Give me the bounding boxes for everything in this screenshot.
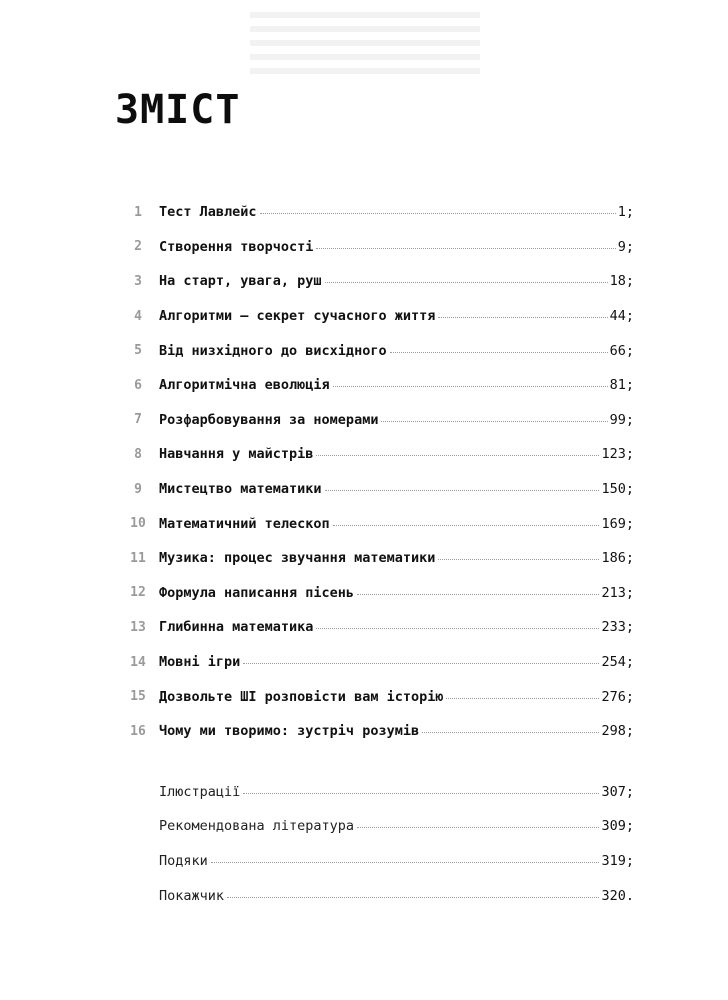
toc-entry <box>118 714 634 749</box>
entry-line <box>159 377 634 393</box>
dot-leader <box>422 732 599 733</box>
page-number: 18; <box>609 273 634 290</box>
page-number: 298; <box>601 723 634 740</box>
page-number: 276; <box>601 688 634 705</box>
back-matter-item <box>118 775 634 810</box>
toc-entry <box>118 195 634 230</box>
entry-line <box>159 784 634 800</box>
bleed-through-text <box>250 12 480 82</box>
chapter-number: 12 <box>130 585 146 601</box>
dot-leader <box>325 490 600 491</box>
page-number: 44; <box>609 308 634 325</box>
page-number: 169; <box>601 515 634 532</box>
entry-line <box>159 723 634 739</box>
toc-entry <box>118 679 634 714</box>
entry-line <box>159 204 634 220</box>
chapter-number: 2 <box>134 239 142 255</box>
chapter-number: 16 <box>130 723 146 739</box>
toc-entry <box>118 610 634 645</box>
entry-title: Алгоритми — секрет сучасного життя <box>159 308 436 325</box>
entry-line <box>159 343 634 359</box>
chapter-number: 4 <box>134 308 142 324</box>
entry-line <box>159 550 634 566</box>
back-matter-list <box>118 775 634 913</box>
page-number: 123; <box>601 446 634 463</box>
entry-title: Рекомендована література <box>159 818 355 835</box>
toc-entry <box>118 299 634 334</box>
entry-line <box>159 888 634 904</box>
page-number: 81; <box>609 377 634 394</box>
dot-leader <box>333 525 600 526</box>
page-number: 9; <box>617 238 634 255</box>
entry-title: Музика: процес звучання математики <box>159 550 436 567</box>
toc-entry <box>118 472 634 507</box>
dot-leader <box>243 793 599 794</box>
page-number: 309; <box>601 818 634 835</box>
toc-entry <box>118 333 634 368</box>
toc-entry <box>118 403 634 438</box>
toc-entry <box>118 541 634 576</box>
chapter-number: 15 <box>130 689 146 705</box>
toc-entry <box>118 506 634 541</box>
chapter-number: 6 <box>134 377 142 393</box>
back-matter-item <box>118 809 634 844</box>
entry-title: Розфарбовування за номерами <box>159 411 379 428</box>
chapter-number: 1 <box>134 204 142 220</box>
entry-title: Чому ми творимо: зустріч розумів <box>159 723 420 740</box>
entry-title: Математичний телескоп <box>159 515 330 532</box>
entry-title: Мистецтво математики <box>159 481 322 498</box>
entry-title: Тест Лавлейс <box>159 204 257 221</box>
chapter-list <box>118 195 634 749</box>
dot-leader <box>316 248 615 249</box>
page-number: 233; <box>601 619 634 636</box>
back-matter-item <box>118 878 634 913</box>
page-title: ЗМІСТ <box>115 87 241 133</box>
entry-line <box>159 689 634 705</box>
dot-leader <box>333 386 608 387</box>
entry-line <box>159 585 634 601</box>
dot-leader <box>390 352 608 353</box>
dot-leader <box>357 594 599 595</box>
dot-leader <box>211 862 600 863</box>
dot-leader <box>227 897 599 898</box>
entry-line <box>159 818 634 834</box>
back-matter-item <box>118 844 634 879</box>
toc-entry <box>118 437 634 472</box>
dot-leader <box>260 213 616 214</box>
toc-entry <box>118 264 634 299</box>
dot-leader <box>438 559 599 560</box>
entry-line <box>159 619 634 635</box>
chapter-number: 14 <box>130 654 146 670</box>
entry-title: Глибинна математика <box>159 619 314 636</box>
entry-title: Ілюстрації <box>159 783 241 800</box>
entry-title: Покажчик <box>159 887 225 904</box>
entry-title: Створення творчості <box>159 238 314 255</box>
dot-leader <box>325 282 608 283</box>
entry-title: Дозвольте ШІ розповісти вам історію <box>159 688 444 705</box>
entry-title: Формула написання пісень <box>159 584 355 601</box>
page-number: 319; <box>601 852 634 869</box>
page-number: 213; <box>601 584 634 601</box>
chapter-number: 8 <box>134 446 142 462</box>
entry-title: Мовні ігри <box>159 654 241 671</box>
chapter-number: 9 <box>134 481 142 497</box>
chapter-number: 13 <box>130 619 146 635</box>
dot-leader <box>357 827 599 828</box>
entry-line <box>159 308 634 324</box>
page-number: 66; <box>609 342 634 359</box>
entry-line <box>159 273 634 289</box>
dot-leader <box>381 421 607 422</box>
dot-leader <box>316 628 599 629</box>
chapter-number: 10 <box>130 516 146 532</box>
page-number: 307; <box>601 783 634 800</box>
entry-line <box>159 654 634 670</box>
chapter-number: 11 <box>130 550 146 566</box>
chapter-number: 5 <box>134 343 142 359</box>
toc-entry <box>118 230 634 265</box>
toc-entry <box>118 645 634 680</box>
dot-leader <box>243 663 599 664</box>
page-number: 320. <box>601 887 634 904</box>
page-number: 254; <box>601 654 634 671</box>
entry-line <box>159 516 634 532</box>
page-number: 99; <box>609 411 634 428</box>
entry-line <box>159 239 634 255</box>
entry-line <box>159 446 634 462</box>
toc-entry <box>118 576 634 611</box>
section-gap <box>118 749 634 775</box>
entry-line <box>159 853 634 869</box>
toc-entry <box>118 368 634 403</box>
chapter-number: 3 <box>134 273 142 289</box>
entry-title: Алгоритмічна еволюція <box>159 377 330 394</box>
dot-leader <box>446 698 599 699</box>
entry-line <box>159 481 634 497</box>
entry-title: На старт, увага, руш <box>159 273 322 290</box>
entry-title: Подяки <box>159 852 208 869</box>
chapter-number: 7 <box>134 412 142 428</box>
page-number: 1; <box>617 204 634 221</box>
entry-title: Від низхідного до висхідного <box>159 342 387 359</box>
entry-title: Навчання у майстрів <box>159 446 314 463</box>
table-of-contents <box>118 195 634 913</box>
page-number: 186; <box>601 550 634 567</box>
dot-leader <box>438 317 607 318</box>
page-number: 150; <box>601 481 634 498</box>
entry-line <box>159 412 634 428</box>
dot-leader <box>316 455 599 456</box>
